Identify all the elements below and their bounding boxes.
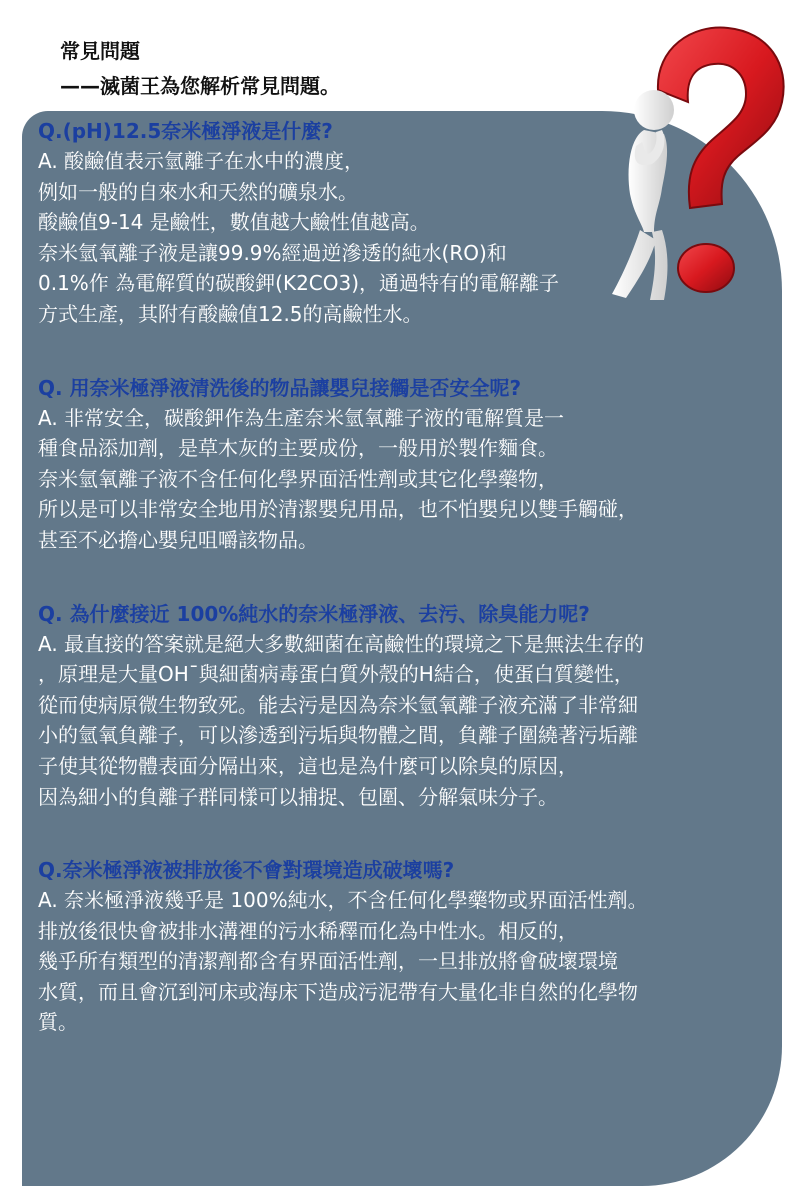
faq-answer-line: 種食品添加劑，是草木灰的主要成份，一般用於製作麵食。 [38,436,558,461]
faq-answer-line: 子使其從物體表面分隔出來，這也是為什麼可以除臭的原因， [38,753,578,778]
faq-item [38,116,778,330]
faq-answer-line: 奈米氫氧離子液不含任何化學界面活性劑或其它化學藥物， [38,466,558,491]
faq-answer-line: 因為細小的負離子群同樣可以捕捉、包圍、分解氣味分子。 [38,784,558,809]
faq-answer-line: 0.1%作 為電解質的碳酸鉀(K2CO3)，通過特有的電解離子 [38,271,560,296]
faq-question: Q. 為什麼接近 100%純水的奈米極淨液、去污、除臭能力呢? [38,601,590,626]
faq-answer-line: 幾乎所有類型的清潔劑都含有界面活性劑，一旦排放將會破壞環境 [38,949,618,974]
faq-question: Q.奈米極淨液被排放後不會對環境造成破壞嗎? [38,858,455,883]
faq-item [38,599,778,813]
faq-item [38,855,778,1038]
page-subtitle: ——滅菌王為您解析常見問題。 [60,74,340,98]
faq-answer-line: ，原理是大量OH¯與細菌病毒蛋白質外殼的H結合，使蛋白質變性， [38,662,634,687]
faq-answer-line: 小的氫氧負離子，可以滲透到污垢與物體之間，負離子圍繞著污垢離 [38,723,638,748]
page-title: 常見問題 [60,39,140,63]
faq-answer-line: 所以是可以非常安全地用於清潔嬰兒用品，也不怕嬰兒以雙手觸碰， [38,497,638,522]
faq-question: Q.(pH)12.5奈米極淨液是什麼? [38,119,333,143]
faq-answer-line: 奈米氫氧離子液是讓99.9%經過逆滲透的純水(RO)和 [38,240,507,265]
faq-answer-line: 酸鹼值9-14 是鹼性，數值越大鹼性值越高。 [38,210,430,235]
faq-list [38,116,778,1081]
faq-answer-line: A. 最直接的答案就是絕大多數細菌在高鹼性的環境之下是無法生存的 [38,631,645,656]
faq-answer-line: 甚至不必擔心嬰兒咀嚼該物品。 [38,527,318,552]
faq-answer-line: 方式生產，其附有酸鹼值12.5的高鹼性水。 [38,301,423,326]
faq-answer-line: 排放後很快會被排水溝裡的污水稀釋而化為中性水。相反的， [38,918,578,943]
faq-answer-line: A. 非常安全，碳酸鉀作為生產奈米氫氧離子液的電解質是一 [38,405,565,430]
faq-question: Q. 用奈米極淨液清洗後的物品讓嬰兒接觸是否安全呢? [38,375,522,400]
faq-answer-line: 水質，而且會沉到河床或海床下造成污泥帶有大量化非自然的化學物 [38,979,638,1004]
faq-answer-line: A. 奈米極淨液幾乎是 100%純水，不含任何化學藥物或界面活性劑。 [38,888,648,913]
faq-answer-line: A. 酸鹼值表示氫離子在水中的濃度， [38,149,365,173]
faq-answer-line: 質。 [38,1010,78,1035]
page-header [60,36,340,104]
faq-answer-line: 從而使病原微生物致死。能去污是因為奈米氫氧離子液充滿了非常細 [38,692,638,717]
faq-item [38,373,778,556]
faq-answer-line: 例如一般的自來水和天然的礦泉水。 [38,179,358,204]
